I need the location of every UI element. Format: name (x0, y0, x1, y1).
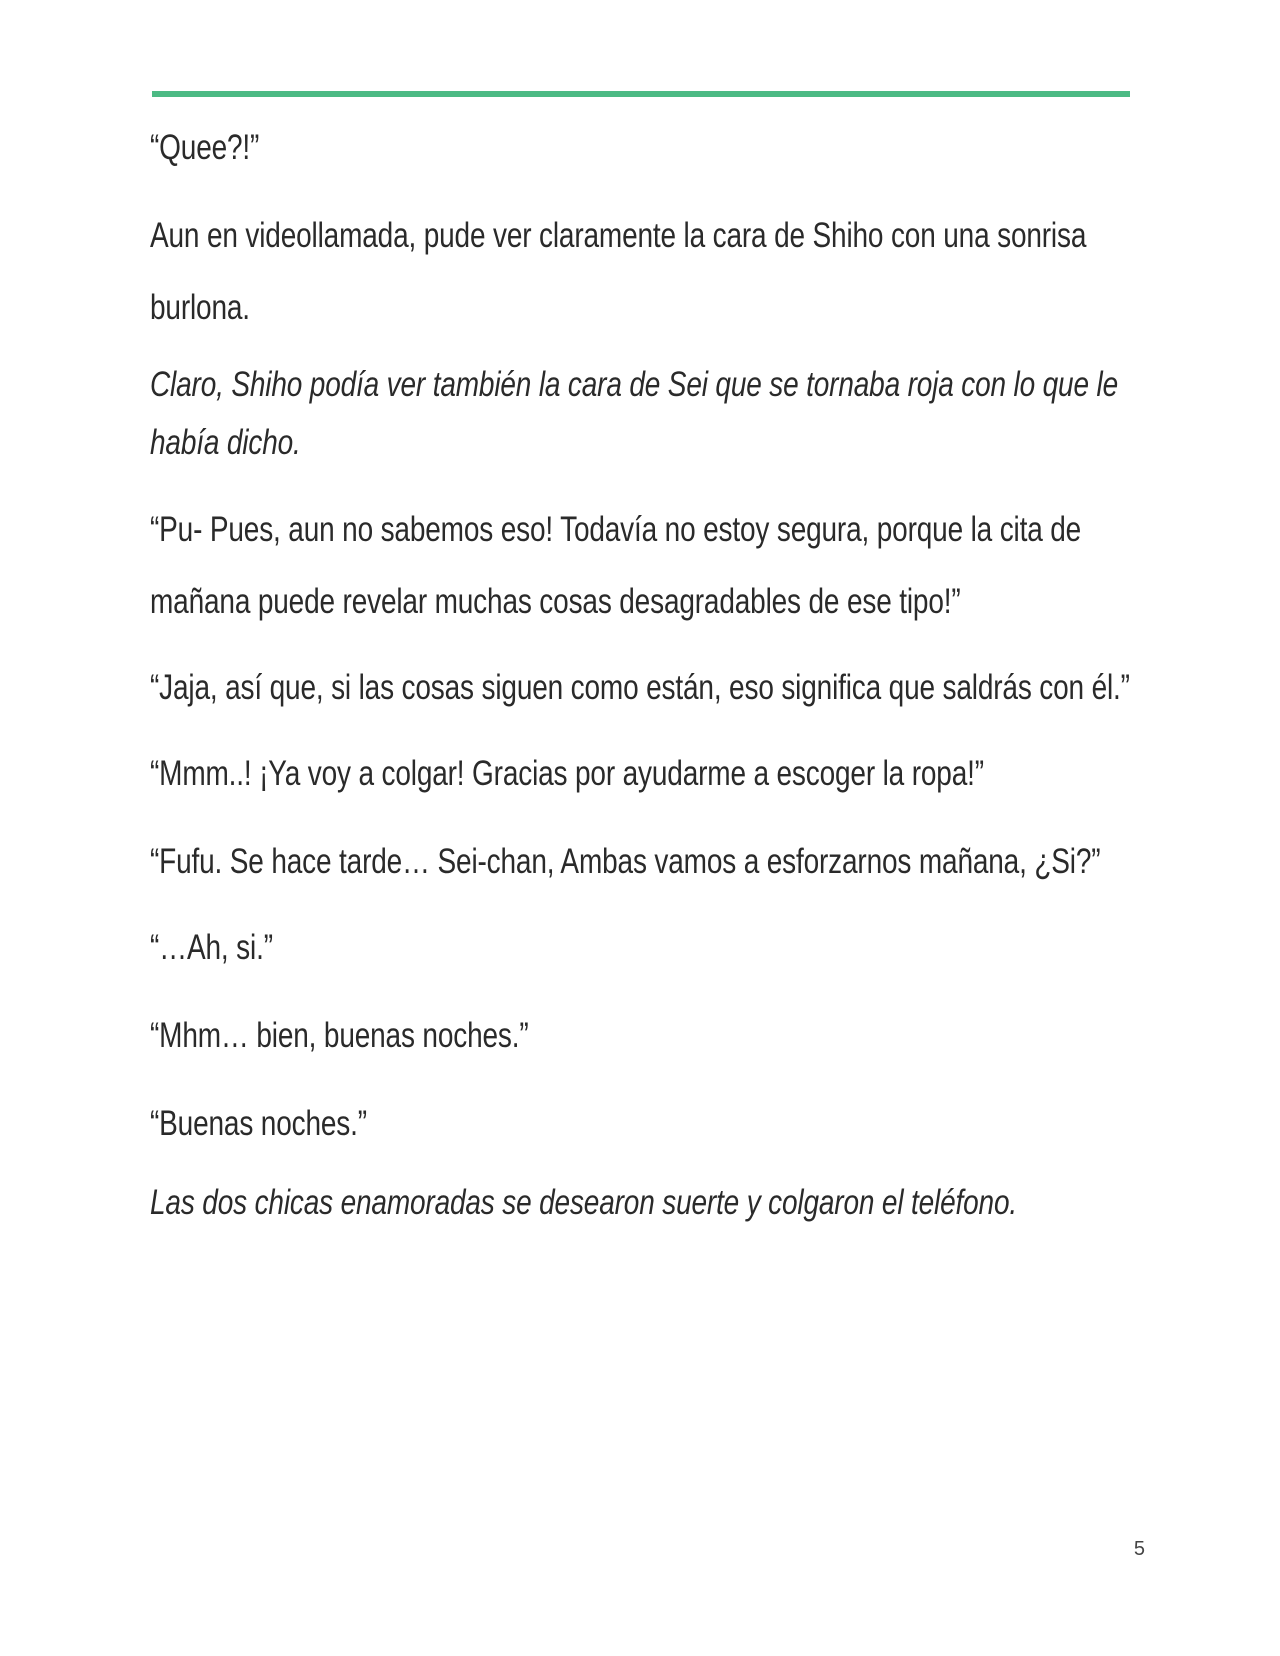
paragraph-buenas-noches: “Buenas noches.” (150, 1104, 367, 1143)
header-rule (152, 91, 1130, 97)
paragraph-quee: “Quee?!” (150, 128, 260, 167)
paragraph-ah-si: “…Ah, si.” (150, 928, 273, 967)
paragraph-pu-pues: “Pu- Pues, aun no sabemos eso! Todavía no estoy segura, porque la cita de mañana puede revelar muchas cosas desagradables de ese tipo!” (150, 510, 1082, 621)
paragraph-videollamada: Aun en videollamada, pude ver claramente la cara de Shiho con una sonrisa burlona. (150, 216, 1087, 327)
text-body (150, 112, 1140, 1232)
paragraph-las-dos-chicas-italic: Las dos chicas enamoradas se desearon suerte y colgaron el teléfono. (150, 1183, 1017, 1222)
paragraph-claro-italic: Claro, Shiho podía ver también la cara de Sei que se tornaba roja con lo que le había dicho. (150, 365, 1118, 462)
paragraph-mmm: “Mmm..! ¡Ya voy a colgar! Gracias por ayudarme a escoger la ropa!” (150, 754, 984, 793)
paragraph-jaja: “Jaja, así que, si las cosas siguen como están, eso significa que saldrás con él.” (150, 668, 1130, 707)
paragraph-fufu: “Fufu. Se hace tarde… Sei-chan, Ambas vamos a esforzarnos mañana, ¿Si?” (150, 842, 1101, 881)
page-number: 5 (1133, 1538, 1145, 1560)
paragraph-mhm: “Mhm… bien, buenas noches.” (150, 1016, 529, 1055)
